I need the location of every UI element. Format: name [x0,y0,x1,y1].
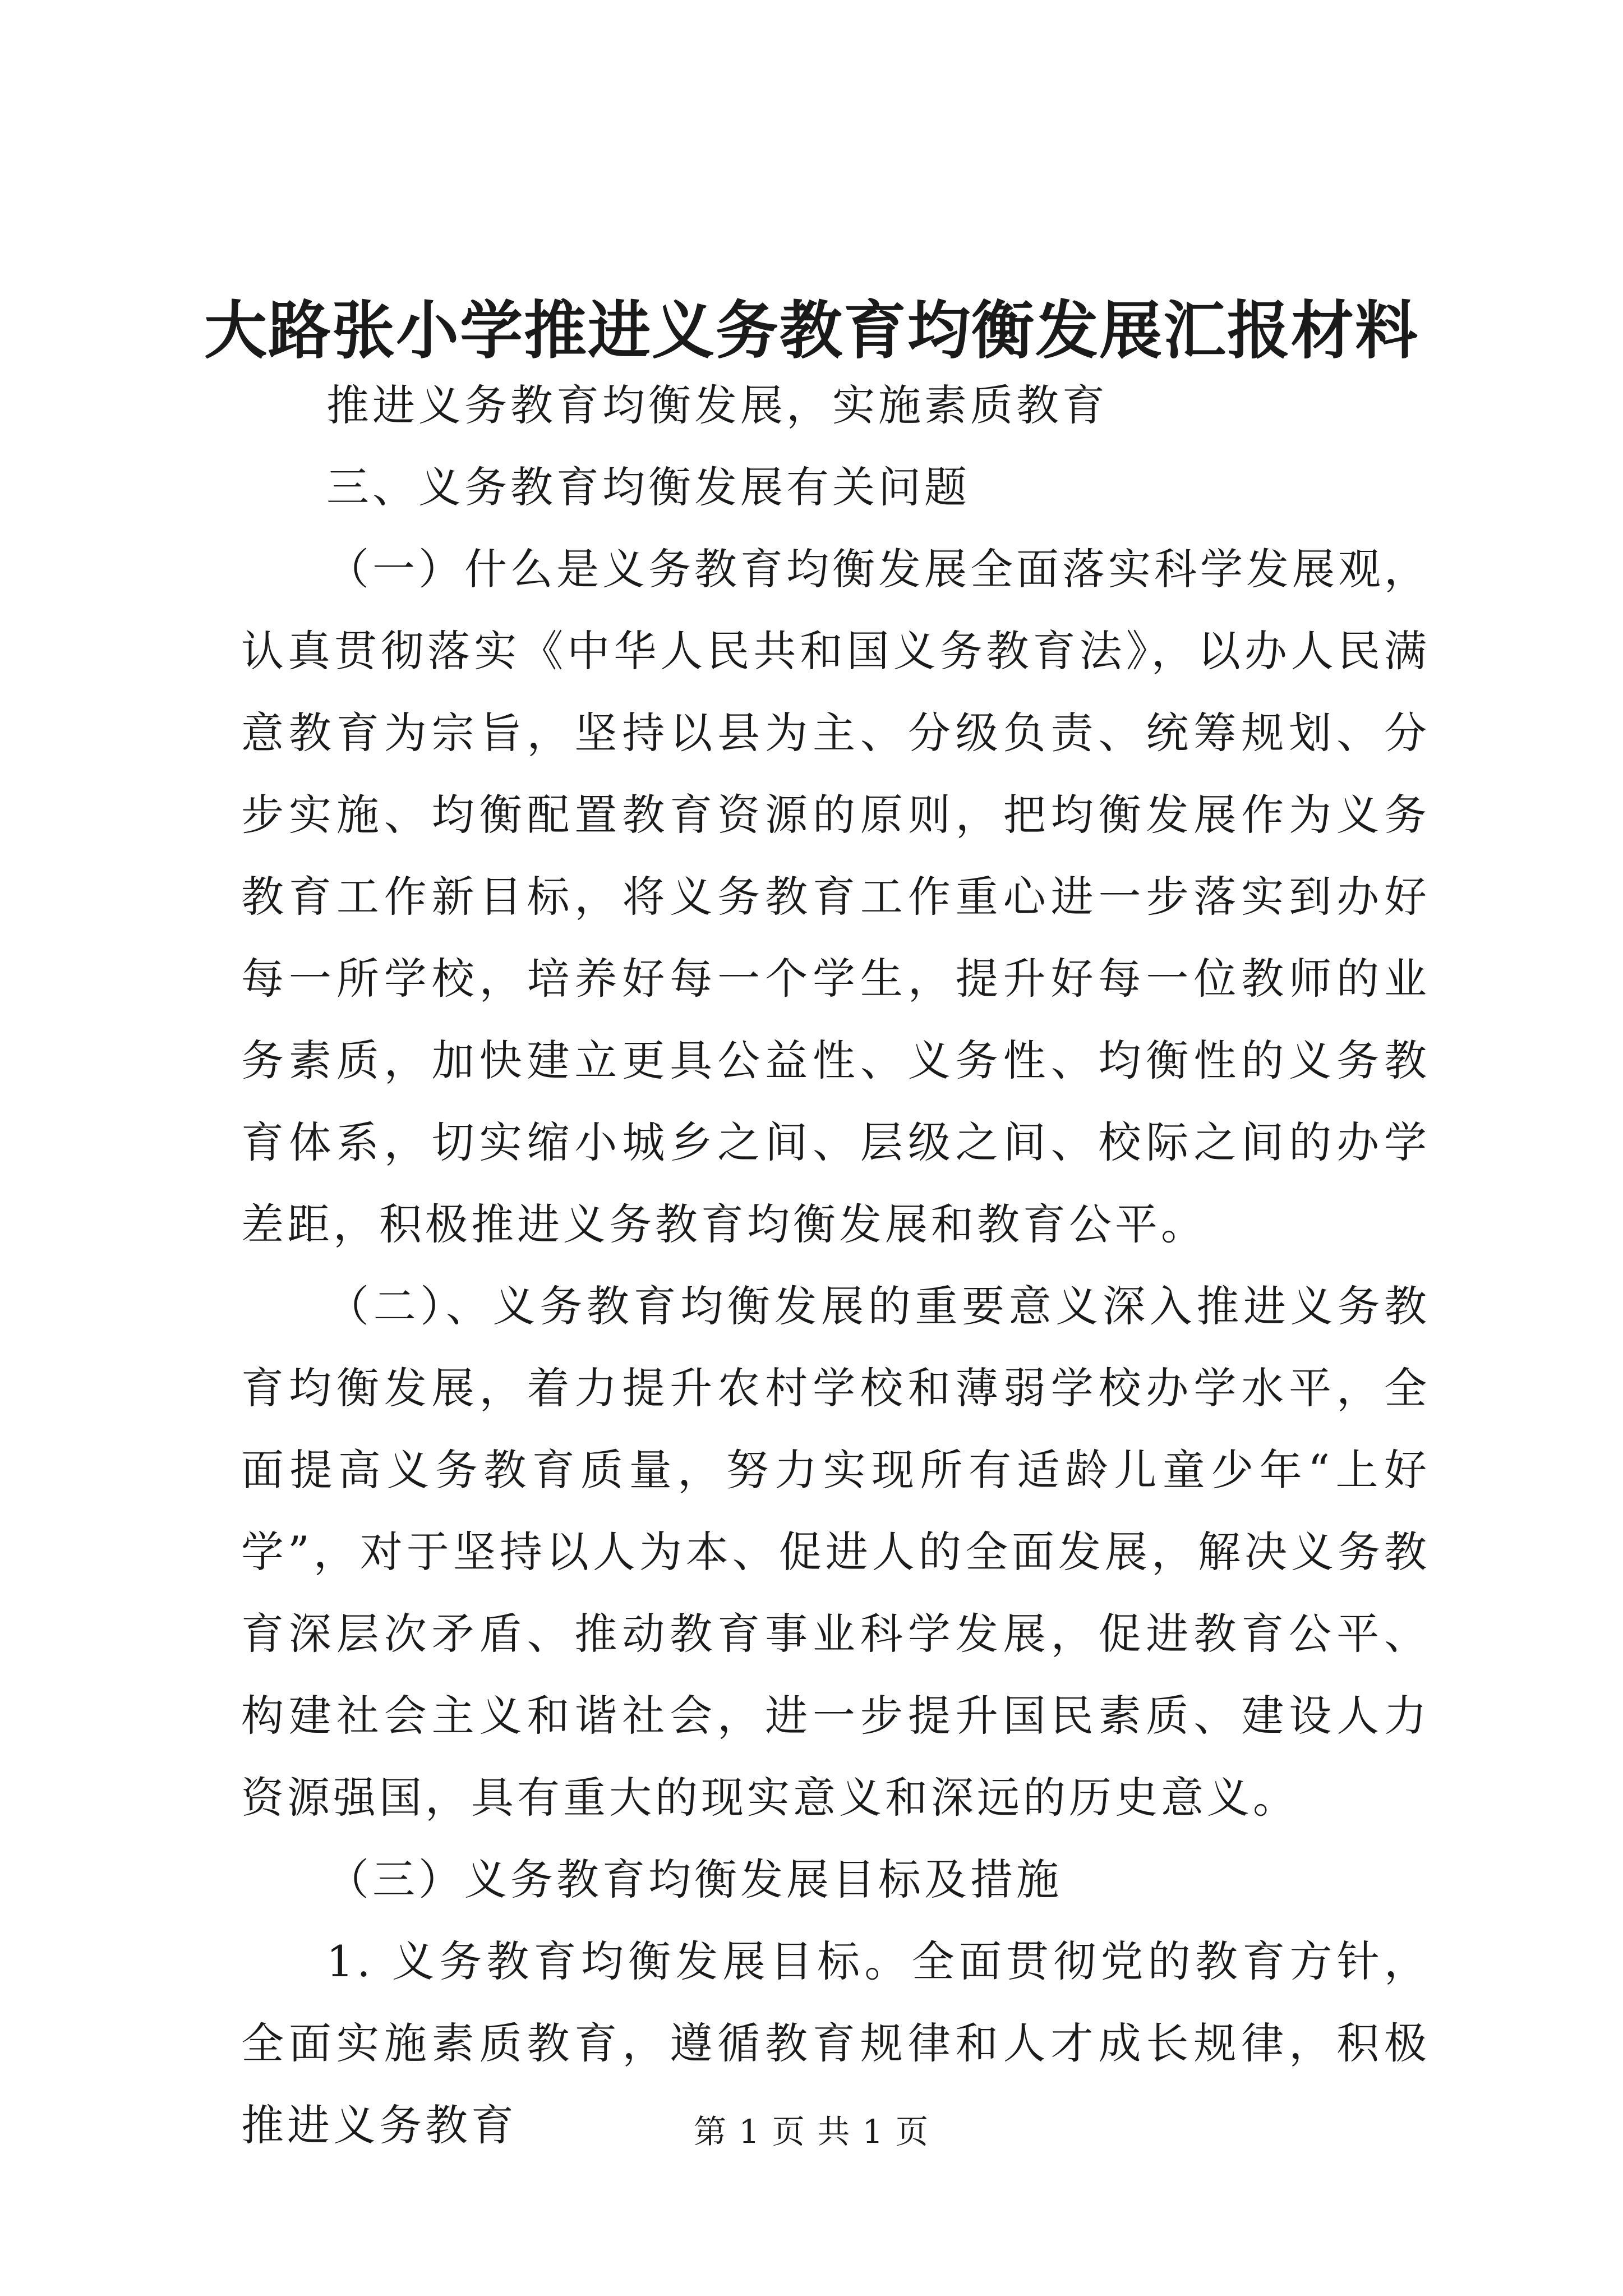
subsection-heading-3: （三）义务教育均衡发展目标及措施 [326,1855,1062,1904]
paragraph-subtitle: 推进义务教育均衡发展，实施素质教育 [326,380,1108,430]
page-footer: 第 1 页 共 1 页 [694,2113,929,2151]
document-title: 大路张小学推进义务教育均衡发展汇报材料 [204,294,1419,367]
paragraph-goals: 1. 义务教育均衡发展目标。全面贯彻党的教育方针，全面实施素质教育，遵循教育规律和人才成长规律，积极推进义务教育 [241,1936,1430,2150]
paragraph-section-2: （二）、义务教育均衡发展的重要意义深入推进义务教育均衡发展，着力提升农村学校和薄弱学校办学水平，全面提高义务教育质量，努力实现所有适龄儿童少年“上好学”，对于坚持以人为本、促进人的全面发展，解决义务教育深层次矛盾、推动教育事业科学发展，促进教育公平、构建社会主义和谐社会，进一步提升国民素质、建设人力资源强国，具有重大的现实意义和深远的历史意义。 [241,1281,1430,1823]
section-heading-3: 三、义务教育均衡发展有关问题 [326,462,970,512]
document-body [241,365,1430,2166]
paragraph-section-1: （一）什么是义务教育均衡发展全面落实科学发展观，认真贯彻落实《中华人民共和国义务教育法》，以办人民满意教育为宗旨，坚持以县为主、分级负责、统筹规划、分步实施、均衡配置教育资源的原则，把均衡发展作为义务教育工作新目标，将义务教育工作重心进一步落实到办好每一所学校，培养好每一个学生，提升好每一位教师的业务素质，加快建立更具公益性、义务性、均衡性的义务教育体系，切实缩小城乡之间、层级之间、校际之间的办学差距，积极推进义务教育均衡发展和教育公平。 [241,544,1430,1249]
